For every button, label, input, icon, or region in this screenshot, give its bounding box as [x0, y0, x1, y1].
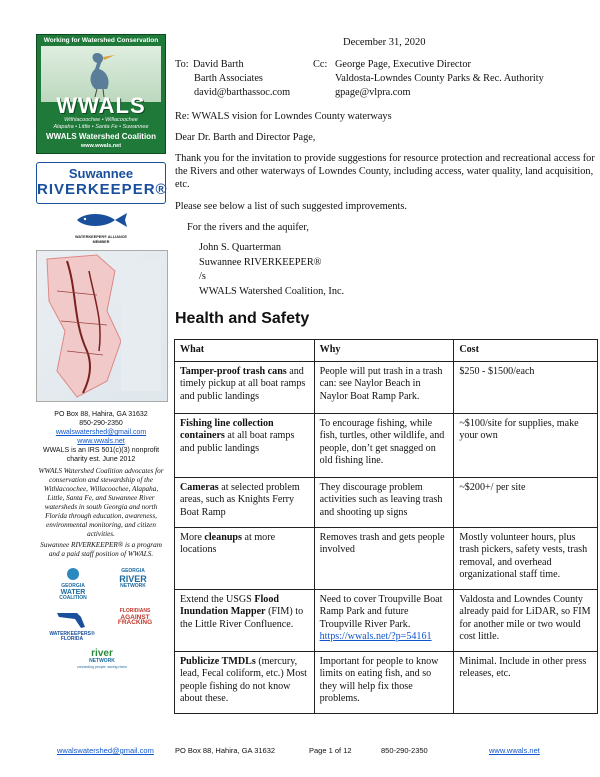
cell-what [175, 589, 315, 651]
signature-block [199, 241, 600, 299]
salutation: Dear Dr. Barth and Director Page, [175, 132, 316, 143]
cell-cost: ~$100/site for supplies, make your own [454, 413, 598, 477]
what-rest: at all boat ramps and public landings [180, 430, 295, 454]
cell-cost: Minimal. Include in other press releases, etc. [454, 651, 598, 713]
contact-block [36, 410, 166, 464]
rn-line1: river [91, 648, 113, 659]
gwc-line3: COALITION [59, 595, 87, 601]
what-rest: and timely pickup at all boat ramps and public landings [180, 365, 306, 402]
mission-statement: WWALS Watershed Coalition advocates for conservation and stewardship of the Withlacoochee, Willacoochee, Alapaha, Little, Santa Fe, and Suwannee River watersheds in south Georgia and north Florida through education, awareness, environmental monitoring, and citizen activities. [38, 467, 164, 538]
cc-org: Valdosta-Lowndes County Parks & Rec. Authority [335, 73, 544, 84]
contact-irs-line1: WWALS is an IRS 501(c)(3) nonprofit [42, 447, 160, 454]
what-pre: More [180, 531, 205, 543]
heron-icon [77, 49, 117, 97]
letter-date: December 31, 2020 [343, 37, 426, 48]
water-drop-icon [63, 567, 83, 581]
what-bold: Fishing line collection containers [180, 417, 274, 441]
header-cost: Cost [454, 340, 598, 362]
partner-floridians-against-fracking [110, 609, 160, 626]
logo-rivers [37, 117, 165, 130]
cc-label: Cc: [313, 59, 328, 70]
cell-what [175, 651, 315, 713]
signature-mark: /s [199, 271, 206, 282]
wkf-label: WATERKEEPERS® FLORIDA [49, 630, 95, 642]
cell-cost: Mostly volunteer hours, plus trash pickers, safety vests, trash removal, and overhead organizational staff time. [454, 527, 598, 589]
grn-line1: GEORGIA [121, 568, 145, 574]
cell-why: To encourage fishing, while fish, turtles, other wildlife, and people, don’t get snagged on old fishing line. [314, 413, 454, 477]
what-rest: at selected problem areas, such as Knights Ferry Boat Ramp [180, 481, 300, 518]
what-bold: Cameras [180, 481, 219, 493]
sidebar [36, 34, 166, 677]
logo-rivers-line1: Withlacoochee • Willacoochee [64, 117, 138, 123]
cell-what [175, 361, 315, 413]
footer-address: PO Box 88, Hahira, GA 31632 [175, 746, 276, 755]
signature-org: WWALS Watershed Coalition, Inc. [199, 285, 345, 297]
cell-why: Removes trash and gets people involved [314, 527, 454, 589]
faf-line3: FRACKING [117, 619, 153, 626]
table-row [175, 527, 598, 589]
faf-line2: AGAINST [120, 613, 150, 621]
footer-web-link[interactable]: www.wwals.net [489, 746, 540, 755]
closing: For the rivers and the aquifer, [187, 222, 309, 233]
watershed-map-graphic [37, 251, 167, 401]
contact-po-box: PO Box 88, Hahira, GA 31632 [54, 411, 148, 418]
section-title: Health and Safety [175, 310, 310, 327]
waterkeeper-alliance-badge [71, 210, 131, 244]
logo-coalition: WWALS Watershed Coalition [46, 132, 156, 141]
riverkeeper-note: Suwannee RIVERKEEPER® is a program and a paid staff position of WWALS. [40, 541, 162, 558]
partner-georgia-water-coalition [50, 567, 96, 602]
to-name: David Barth [193, 59, 244, 70]
what-bold: Flood Inundation Mapper [180, 593, 279, 617]
cell-what [175, 413, 315, 477]
riverkeeper-logo-line1: Suwannee [68, 166, 134, 181]
what-bold: cleanups [204, 531, 242, 543]
cc-email: gpage@vlpra.com [335, 87, 411, 98]
cell-cost: Valdosta and Lowndes County already paid for LiDAR, so FIM for another mile or two would cost little. [454, 589, 598, 651]
table-row [175, 589, 598, 651]
table-row [175, 413, 598, 477]
contact-irs-line2: charity est. June 2012 [66, 456, 136, 463]
contact-web-link[interactable]: www.wwals.net [77, 438, 125, 445]
fish-icon [71, 210, 131, 230]
contact-email-link[interactable]: wwalswatershed@gmail.com [55, 429, 147, 436]
footer-phone: 850-290-2350 [381, 746, 428, 755]
logo-tagline: Working for Watershed Conservation [43, 37, 159, 44]
what-pre: Extend the USGS [180, 593, 255, 605]
florida-icon [55, 609, 89, 629]
header-why: Why [314, 340, 454, 362]
partner-river-network [72, 649, 132, 670]
suggestions-table [174, 339, 598, 714]
paragraph-1: Thank you for the invitation to provide suggestions for resource protection and recreational access for the Rivers and other waterways of Lowndes County, including access, water quality, land acquisition, etc. [175, 153, 595, 190]
footer-page-number: Page 1 of 12 [309, 746, 352, 755]
to-block [193, 58, 290, 100]
grn-line3: NETWORK [120, 582, 146, 589]
to-email: david@barthassoc.com [194, 87, 291, 98]
cc-block [335, 58, 544, 100]
alliance-badge-label: WATERKEEPER® ALLIANCE MEMBER [75, 235, 127, 244]
what-bold: Publicize TMDLs [180, 655, 256, 667]
paragraph-2: Please see below a list of such suggested improvements. [175, 201, 407, 212]
contact-phone: 850-290-2350 [79, 420, 123, 427]
partner-georgia-river-network [106, 569, 160, 589]
rn-line2: NETWORK [89, 658, 115, 664]
fim-link[interactable]: https://wwals.net/?p=54161 [319, 631, 432, 642]
rn-line3: connecting people, saving rivers [76, 664, 127, 669]
logo-url: www.wwals.net [80, 143, 122, 149]
cell-cost: ~$200+/ per site [454, 477, 598, 527]
header-what: What [175, 340, 315, 362]
table-row [175, 651, 598, 713]
what-rest: at more locations [180, 531, 276, 555]
table-row [175, 477, 598, 527]
signature-title: Suwannee RIVERKEEPER® [199, 256, 322, 268]
to-label: To: [175, 59, 189, 70]
footer-email-link[interactable]: wwalswatershed@gmail.com [57, 746, 154, 755]
cell-why: They discourage problem activities such as leaving trash and shooting up signs [314, 477, 454, 527]
cell-cost: $250 - $1500/each [454, 361, 598, 413]
wwals-logo [36, 34, 166, 154]
cc-name: George Page, Executive Director [335, 59, 471, 70]
cell-why: Important for people to know limits on eating fish, and so they will help fix those problems. [314, 651, 454, 713]
gwc-line1: GEORGIA [61, 582, 85, 589]
to-org: Barth Associates [194, 73, 263, 84]
riverkeeper-logo [36, 162, 166, 204]
cell-what [175, 527, 315, 589]
riverkeeper-logo-line2: RIVERKEEPER® [37, 181, 168, 198]
cell-why [314, 589, 454, 651]
what-rest: (mercury, lead, Fecal coliform, etc.) Most people fishing do not know about these. [180, 655, 307, 704]
signature-name: John S. Quarterman [199, 242, 282, 253]
why-text: Need to cover Troupville Boat Ramp Park and future Troupville River Park. [319, 593, 443, 630]
watershed-map [36, 250, 168, 402]
cell-what [175, 477, 315, 527]
cell-why: People will put trash in a trash can: see Naylor Beach in Naylor Boat Ramp Park. [314, 361, 454, 413]
table-row [175, 361, 598, 413]
gwc-line2: WATER [60, 589, 86, 596]
grn-line2: RIVER [119, 573, 147, 584]
what-bold: Tamper-proof trash cans [180, 365, 287, 377]
logo-rivers-line2: Alapaha • Little • Santa Fe • Suwannee [53, 123, 149, 130]
logo-name: WWALS [56, 93, 146, 118]
what-rest: (FIM) to the Little River Confluence. [180, 606, 304, 630]
table-header-row [175, 340, 598, 362]
faf-line1: FLORIDIANS [119, 608, 151, 614]
partner-logos [36, 565, 166, 677]
re-line: Re: WWALS vision for Lowndes County waterways [175, 111, 392, 122]
partner-waterkeepers-florida [42, 609, 102, 643]
